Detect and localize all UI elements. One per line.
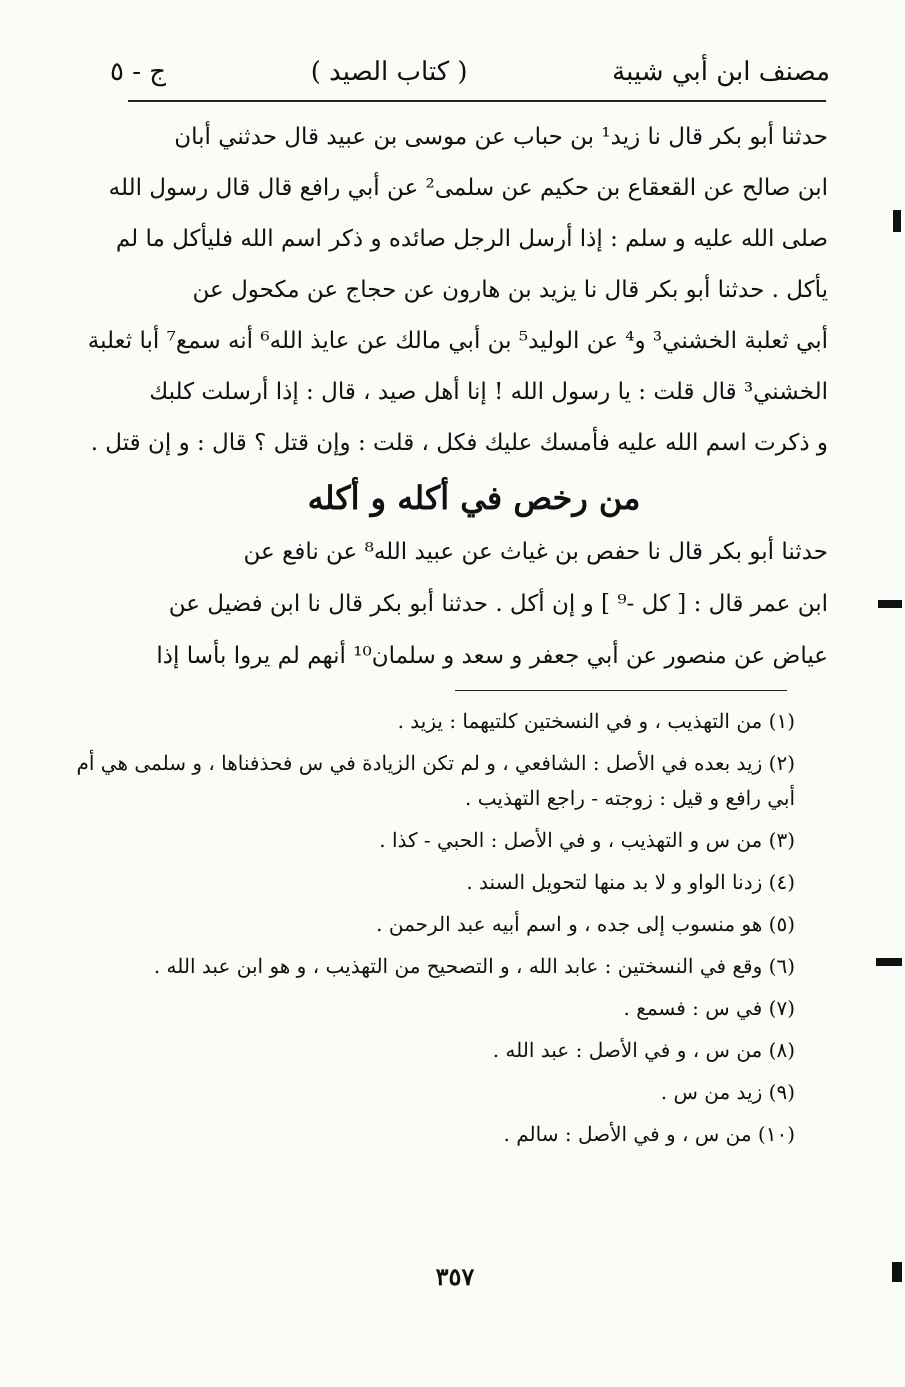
footnote: (٨) من س ، و في الأصل : عبد الله .: [492, 1038, 795, 1062]
text-line: حدثنا أبو بكر قال نا زيد¹ بن حباب عن موسى بن عبيد قال حدثني أبان: [174, 124, 828, 150]
footnote: (٧) في س : فسمع .: [623, 996, 795, 1020]
footnote: (١) من التهذيب ، و في النسختين كلتيهما : يزيد .: [397, 709, 795, 733]
footnote: (٥) هو منسوب إلى جده ، و اسم أبيه عبد الرحمن .: [376, 912, 795, 936]
main-text: [87, 112, 828, 469]
text-line: و ذكرت اسم الله عليه فأمسك عليك فكل ، قلت : وإن قتل ؟ قال : و إن قتل .: [90, 430, 828, 456]
text-line: ابن صالح عن القعقاع بن حكيم عن سلمى² عن أبي رافع قال قال رسول الله: [108, 175, 828, 201]
text-line: يأكل . حدثنا أبو بكر قال نا يزيد بن هارون عن حجاج عن مكحول عن: [192, 277, 828, 303]
footnote: (٦) وقع في النسختين : عابد الله ، و التصحيح من التهذيب ، و هو ابن عبد الله .: [153, 954, 795, 978]
footnote: (١٠) من س ، و في الأصل : سالم .: [503, 1122, 795, 1146]
footnote-rule: [455, 690, 787, 691]
main-text-continued: [120, 526, 828, 682]
text-line: صلى الله عليه و سلم : إذا أرسل الرجل صائده و ذكر اسم الله فليأكل ما لم: [115, 226, 828, 252]
footnote: (٩) زيد من س .: [660, 1080, 795, 1104]
text-line: عياض عن منصور عن أبي جعفر و سعد و سلمان¹⁰ أنهم لم يروا بأسا إذا: [156, 643, 828, 669]
margin-mark: [892, 1262, 902, 1282]
text-line: ابن عمر قال : [ كل -⁹ ] و إن أكل . حدثنا أبو بكر قال نا ابن فضيل عن: [168, 591, 828, 617]
header-rule: [128, 100, 826, 102]
page-number: ٣٥٧: [435, 1262, 475, 1291]
footnote-continuation: أبي رافع و قيل : زوجته - راجع التهذيب .: [465, 786, 795, 810]
section-heading: من رخص في أكله و أكله: [307, 479, 641, 517]
text-line: الخشني³ قال قلت : يا رسول الله ! إنا أهل صيد ، قال : إذا أرسلت كلبك: [149, 379, 828, 405]
footnotes: [76, 704, 795, 1159]
section-title: ( كتاب الصيد ): [310, 57, 468, 87]
margin-mark: [878, 600, 902, 608]
margin-mark: [876, 958, 902, 966]
text-line: أبي ثعلبة الخشني³ و⁴ عن الوليد⁵ بن أبي مالك عن عايذ الله⁶ أنه سمع⁷ أبا ثعلبة: [87, 328, 828, 354]
footnote: (٢) زيد بعده في الأصل : الشافعي ، و لم تكن الزيادة في س فحذفناها ، و سلمى هي أم: [76, 751, 795, 775]
book-title: مصنف ابن أبي شيبة: [612, 57, 830, 87]
margin-mark: [893, 210, 901, 232]
footnote: (٣) من س و التهذيب ، و في الأصل : الحبي - كذا .: [379, 828, 795, 852]
text-line: حدثنا أبو بكر قال نا حفص بن غياث عن عبيد الله⁸ عن نافع عن: [243, 539, 828, 565]
footnote: (٤) زدنا الواو و لا بد منها لتحويل السند .: [466, 870, 795, 894]
volume-label: ج - ٥: [110, 57, 167, 87]
page-header: [110, 50, 830, 94]
